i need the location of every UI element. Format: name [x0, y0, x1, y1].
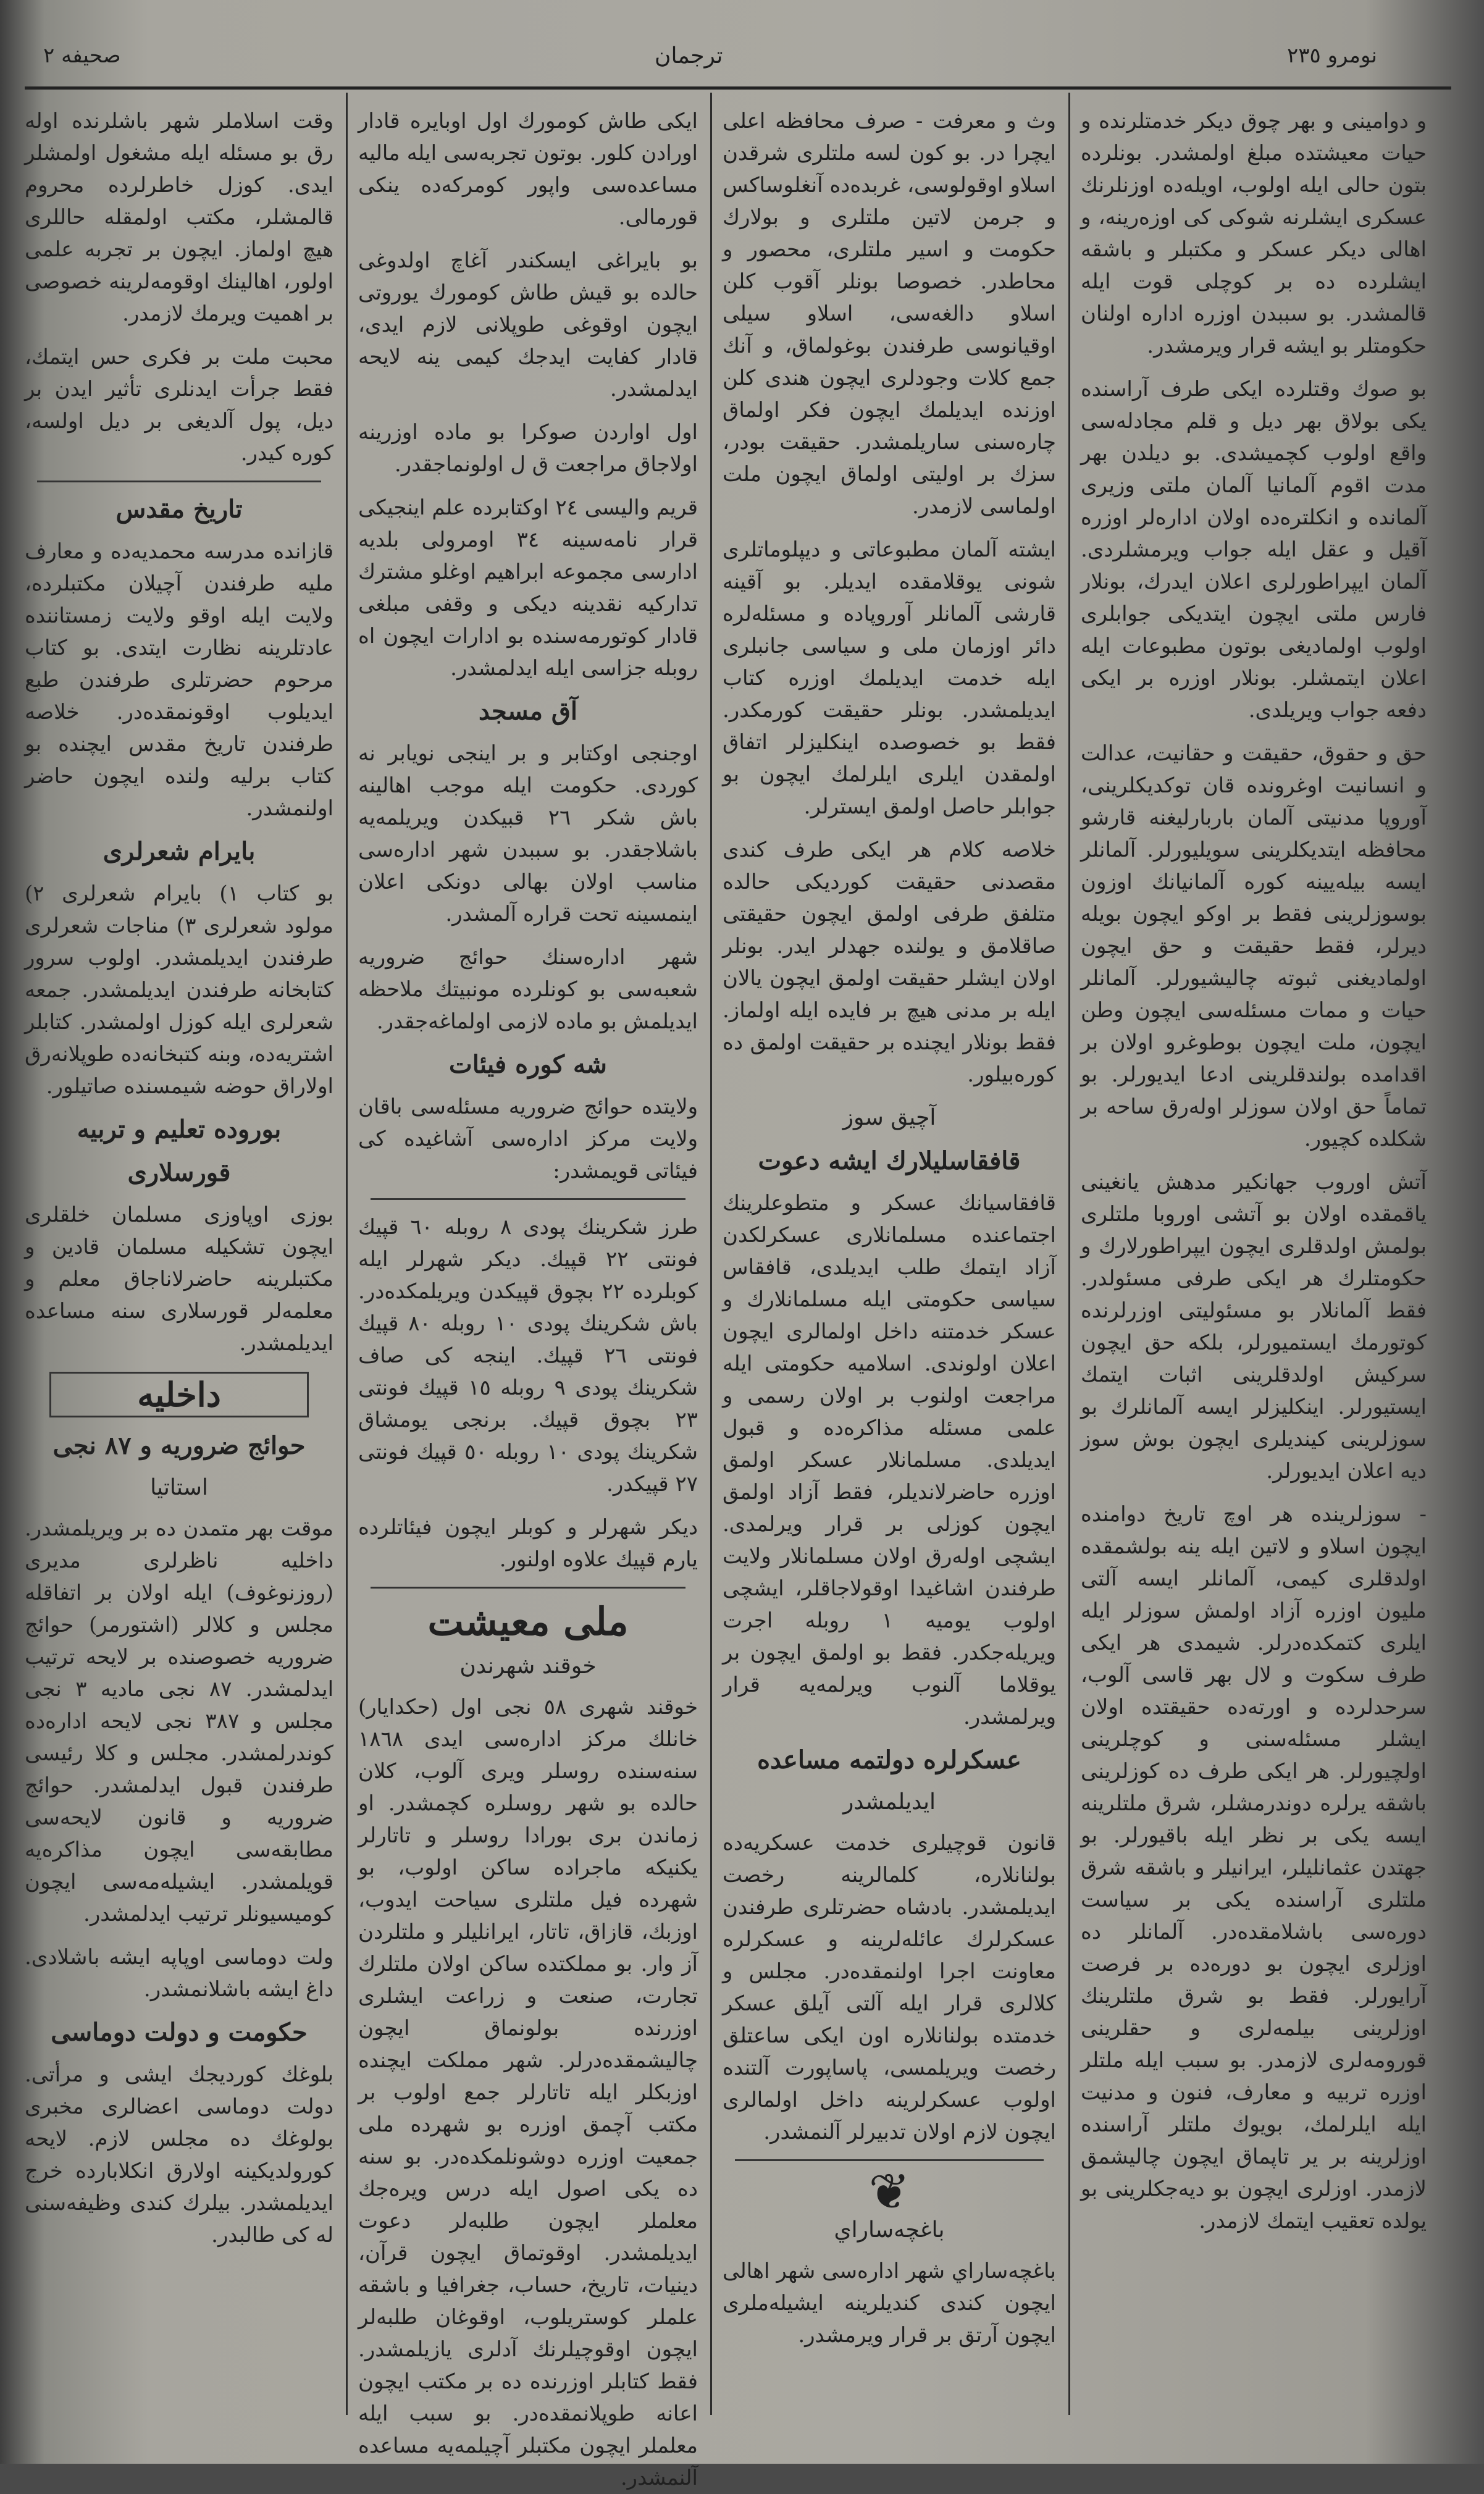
divider [735, 2159, 1044, 2161]
paragraph: بلوغك کوردیجك ایشی و مرأتی. دولت دوماسی اعضالری مخبری بولوغك ده مجلس لازم. لایحه کورولدیکینه اولارق انکلابارده خرج ایدیلمشدر. بیلرك کندی وظیفه‌سنی له کی طالبدر. [25, 2062, 333, 2248]
paragraph: قانون قوچیلری خدمت عسکریه‌ده بولنانلاره، کلمالرینه رخصت ایدیلمشدر. بادشاه حضرتلری طرفندن عسکرلرك عائله‌لرینه و عسکرلره معاونت اجرا اولنمقده‌در. مجلس و کلالری قرار ایله آلتی آیلق عسکر خدمتده بولنانلاره اون ایکی ساعتلق رخصت ویریلمسی، پاساپورت آلتنده اولوب عسکرلرینه داخل اولمالری ایچون لازم اولان تدبیرلر آلنمشدر. [723, 1831, 1056, 2144]
paragraph: - سوزلرینده هر اوچ تاریخ دوامنده ایچون اسلاو و لاتین ایله ینه بولشمقده اولدقلری کیمی، آلمانلر ایسه آلتی ملیون اوزره آزاد اولمش سوزلر ایله ایلری کتمکده‌درلر. شیمدی هر ایکی طرف سکوت و لال بهر قاسی آلوب، سرحدلرده و اورته‌ده حقیقتده اولان ایشلر مسئله‌سنی و کوچلرینی اولچیورلر. هر ایکی طرف ده کوزلرینی باشقه یرلره دوندرمشلر، شرق ملتلرینه ایسه یکی بر نظر ایله باقیورلر. بو جهتدن عثمانلیلر، ایرانیلر و باشقه شرق ملتلری آراسنده یکی بر سیاست دوره‌سی باشلامقده‌در. آلمانلر ده اوزلری ایچون بو دوره‌ده بر فرصت آرایورلر. فقط بو شرق ملتلرینك اوزلرینی بیلمه‌لری و حقلرینی قورومه‌لری لازمدر. بو سبب ایله ملتلر اوزره تربیه و معارف، فنون و مدنیت ایله ایلرلمك، بویوك ملتلر آراسنده اوزلرینه بر یر تاپماق ایچون چالیشمق لازمدر. اوزلری ایچون بو دیه‌جکلرینی بو یولده تعقیب ایتمك لازمدر. [1081, 1502, 1427, 2233]
ornament-icon: ❦ [868, 2163, 910, 2220]
paragraph: آتش اوروب جهانکیر مدهش یانغینی یاقمقده اولان بو آتشی اوروبا ملتلری بولمش اولدقلری ایچون ایپراطورلارك و حکومتلرك هر ایکی طرفی مسئولدر. فقط آلمانلار بو مسئولیتی اوزرلرنده کوتورمك ایستمیورلر، بلکه حق ایچون سرکیش اولدقلرینی اثبات ایتمك ایستیورلر. اینکلیزلر ایسه آلمانلرك بو سوزلرینی کیندیلری ایچون بوش سوز دیه اعلان ایدیورلر. [1081, 1170, 1427, 1484]
column-rule [1068, 93, 1070, 2415]
paragraph: قازانده مدرسه محمدیه‌ده و معارف ملیه طرفندن آچیلان مکتبلرده، ولایت ایله اوقو ولایت زمستاننده عادتلرینه نظارت ایتدی. بو کتاب مرحوم حضرتلری طرفندن طبع ایدیلوب اوقونمقده‌در. خلاصه طرفندن تاریخ مقدس ایچنده بو کتاب برلیه ولنده ایچون حاضر اولنمشدر. [25, 539, 333, 821]
paragraph: بو بایراغی ایسکندر آغاچ اولدوغی حالده بو قیش طاش کومورك یوروتی ایچون اوقوغی طوپلانی لازم ایدی، قادار کفایت ایدجك کیمی ینه لایحه ایدلمشدر. [358, 248, 698, 401]
paragraph: بو کتاب ١) بایرام شعرلری ٢) مولود شعرلری ٣) مناجات شعرلری طرفندن ایدیلمشدر. اولوب سرور کتابخانه طرفندن ایدیلمشدر. جمعه شعرلری ایله کوزل اولمشدر. کتابلر اشتریه‌ده، وبنه کتبخانه‌ده طوپلانه‌رق اولاراق حوضه شیمسنده صاتیلور. [25, 881, 333, 1099]
paragraph: باغچه‌ساراي شهر اداره‌سی شهر اهالی ایچون کندی کندیلرینه ایشیله‌ملری ایچون آرتق بر قرار ویرمشدر. [723, 2259, 1056, 2348]
column-1 [25, 105, 333, 2440]
masthead-rule [25, 86, 1451, 90]
section-heading: آق مسجد [479, 697, 577, 726]
section-heading: حکومت و دولت دوماسی [51, 2018, 308, 2047]
section-heading: تاریخ مقدس [115, 495, 243, 524]
paragraph: شهر اداره‌سنك حوائج ضروریه شعبه‌سی بو کونلرده مونبیتك ملاحظه ایدیلمش بو ماده لازمی اولماغه‌جقدر. [358, 945, 698, 1034]
newspaper-title: ترجمان [655, 43, 723, 69]
paragraph: طرز شکرینك پودی ٨ روبله ٦٠ قپیك فونتی ٢٢ قپیك. دیکر شهرلر ایله کوبلرده ٢٢ بچوق قپیکدن ویریلمکده‌در. باش شکرینك پودی ١٠ روبله ٨٠ قپیك فونتی ٢٦ قپیك. اینجه کی صاف شکرینك پودی ٩ روبله ١٥ قپیك فونتی ٢٣ بچوق قپیك. برنجی یومشاق شکرینك پودی ١٠ روبله ٥٠ قپیك فونتی ٢٧ قپیکدر. [358, 1215, 698, 1497]
section-heading: قافقاسلیلارك ایشه دعوت [758, 1146, 1021, 1175]
paragraph: اوجنجی اوکتابر و بر اینجی نویابر نه کوردی. حکومت ایله موجب اهالینه باش شکر ٢٦ قبیکدن ویریلمه‌یه باشلاجقدر. بو سببدن شهر اداره‌سی مناسب اولان بهالی دونکی اعلان اینمسینه تحت قراره آلمشدر. [358, 741, 698, 926]
paragraph: ایکی طاش کومورك اول اوبایره قادار اورادن کلور. بوتون تجربه‌سی ایله مالیه مساعده‌سی واپور کومرکه‌ده ینکی قورمالی. [358, 109, 698, 230]
column-3 [723, 105, 1056, 2440]
divider [371, 1198, 685, 1200]
paragraph: موقت بهر متمدن ده بر ویریلمشدر. داخلیه ناظرلری مدیری (روزنوغوف) ایله اولان بر اتفاقله مجلس و کلالر (اشتورمر) حوائج ضروریه خصوصنده بر لایحه ترتیب ایدلمشدر. ٨٧ نجی مادیه ٣ نجی مجلس و ٣٨٧ نجی لایحه اداره‌ده کوندرلمشدر. مجلس و کلا رئیسی طرفندن قبول ایدلمشدر. حوائج ضروریه و قانون لایحه‌سی مطابقه‌سی ایچون مذاکره‌یه قویلمشدر. ایشیله‌مه‌سی ایچون کومیسیونلر ترتیب ایدلمشدر. [25, 1516, 334, 1926]
paragraph: حق و حقوق، حقیقت و حقانیت، عدالت و انسانیت اوغرونده قان توکدیکلرینی، آوروپا مدنیتی آلمان باربارلیغنه قارشو محافظه ایتدیکلرینی سویلیورلر. آلمانلر ایسه بیله‌یینه کوره آلمانیانك اوزون بوسوزلرینی فقط بر اوکو ایچون بویله دیرلر، فقط حقیقت و حق ایچون اولمادیغنی ثبوته چالیشیورلر. آلمانلر حیات و ممات مسئله‌سی ایچون وطن ایچون، ملت ایچون بوطوغرو اولان بر اقدامده بولندقلرینی ادعا ایدیورلر. بو تماماً حق اولان سوزلر اوله‌رق ساحه بر شکلده کچیور. [1081, 741, 1427, 1151]
paragraph: محبت ملت بر فکری حس ایتمك، فقط جرأت ایدنلری تأثیر ایدن بر دیل، پول آلدیغی بر دیل اولسه، کوره کیدر. [25, 345, 333, 466]
paragraph: وقت اسلاملر شهر باشلرنده اوله رق بو مسئله ایله مشغول اولمشلر ایدی. کوزل خاطرلرده محروم قالمشلر، مکتب اولمقله حاللری هیچ اولماز. ایچون بر تجربه علمی اولور، اهالینك اوقومه‌لرینه خصوصی بر اهمیت ویرمك لازمدر. [25, 109, 333, 326]
paragraph: بوزی اوپاوزی مسلمان خلقلری ایچون تشکیله مسلمان قادین و مکتبلرینه حاضرلاناجاق معلم و معلمه‌لر قورسلاری سنه مساعده ایدیلمشدر. [25, 1203, 333, 1356]
signature: آچیق سوز [842, 1105, 936, 1130]
section-heading: حوائج ضروریه و ٨٧ نجی [52, 1431, 306, 1460]
paragraph: قریم والیسی ٢٤ اوکتابرده علم اینجیکی قرار نامه‌سینه ٣٤ اومرولی بلدیه ادارسی مجموعه ابراهیم اوغلو مشترك تدارکیه نقدینه دیکی و وقفی مبلغی قادار کوتورمه‌سنده بو ادارات ایچون اه روبله جزاسی ایله ایدلمشدر. [358, 495, 698, 681]
divider [371, 1587, 685, 1589]
paragraph: وث و معرفت - صرف محافظه اعلی ایچرا در. بو کون لسه ملتلری شرقدن اسلاو اوقولوسی، غربده‌ده آنغلوساکس و جرمن لاتین ملتلری و بولارك حکومت و اسیر ملتلری، محصور و محاطدر. خصوصا بونلر آقوب کلن اسلاو دالغه‌سی، اسلاو سیلی اوقیانوسی طرفندن بوغولماق، و آنك جمع کلات وجودلری ایچون هندی کلن اوزنده ایدیلمك ایچون فکر اولماق چاره‌سنی ساریلمشدر. حقیقت بودر، سزك بر اولیتی اولماق ایچون ملت اولماسی لازمدر. [723, 109, 1056, 519]
section-subheading: باغچه‌ساراي [834, 2217, 945, 2243]
section-banner: داخلیه [49, 1372, 309, 1417]
section-heading: بوروده تعلیم و تربیه [77, 1115, 282, 1144]
column-2 [358, 105, 698, 2490]
section-subheading: خوقند شهرندن [459, 1653, 597, 1679]
section-subheading: ایدیلمشدر [842, 1789, 936, 1815]
paragraph: ولت دوماسی اوپاپه ایشه باشلادی. داغ ایشه باشلانمشدر. [25, 1945, 333, 2002]
paragraph: قافقاسیانك عسکر و متطوعلرینك اجتماعنده مسلمانلاری عسکرلکدن آزاد ایتمك طلب ایدیلدی، قافقاس سیاسی حکومتی ایله مسلمانلارك و عسکر خدمتنه داخل اولمالری ایچون اعلان اولوندی. اسلامیه حکومتی ایله مراجعت اولنوب بر اولان رسمی و علمی مسئله مذاکره‌ده و قبول ایدیلدی. مسلمانلار عسکر اولمق اوزره حاضرلاندیلر، فقط آزاد اولمق ایچون کوزلی بر قرار ویرلمدی. ایشچی اوله‌رق اولان مسلمانلار ولایت طرفندن اشاغیدا اوقولاجاقلر، ایشچی اولوب یومیه ١ روبله اجرت ویریله‌جکدر. فقط بو اولمق ایچون بر یوقلاما آلنوب ویرلمه‌یه قرار ویرلمشدر. [723, 1191, 1056, 1729]
masthead [25, 25, 1451, 99]
paragraph: خوقند شهری ٥٨ نجی اول (حکدایار) خانلك مرکز اداره‌سی ایدی ١٨٦٨ سنه‌سنده روسلر ویری آلوب، کلان حالده بو شهر روسلره کچمشدر. او زماندن بری بورادا روسلر و تاتارلر یکنیکه ماجراده ساکن اولوب، بو شهرده فیل ملتلری سیاحت ایدوب، اوزبك، قازاق، تاتار، ایرانلیلر و ملتلردن آز وار. بو مملکتده ساکن اولان ملتلرك تجارت، صنعت و زراعت ایشلری اوزرنده بولونماق ایچون چالیشمقده‌درلر. شهر مملکت ایچنده اوزبکلر ایله تاتارلر جمع اولوب بر مکتب آچمق اوزره بو شهرده ملی جمعیت اوزره دوشونلمکده‌در. بو سنه ده یکی اصول ایله درس ویره‌جك معلملر ایچون طلبه‌لر دعوت ایدیلمشدر. اوقوتماق ایچون قرآن، دینیات، تاریخ، حساب، جغرافیا و باشقه علملر کوستریلوب، اوقوغان طلبه‌لر ایچون اوقوچیلرنك آدلری یازیلمشدر. فقط کتابلر اوزرنده ده بر مکتب ایچون اعانه طوپلانمقده‌در. بو سبب ایله معلملر ایچون مکتبلر آچیلمه‌یه مساعده آلنمشدر. [358, 1695, 698, 2490]
section-subheading: استاتیا [150, 1475, 208, 1500]
issue-number: نومرو ٢٣٥ [1286, 43, 1377, 68]
paragraph: دیکر شهرلر و کوبلر ایچون فیئاتلرده یارم قپیك علاوه اولنور. [358, 1515, 698, 1572]
column-rule [710, 93, 712, 2415]
column-4 [1081, 105, 1427, 2440]
paragraph: اول اواردن صوکرا بو ماده اوزرینه اولاجاق مراجعت ق ل اولونماجقدر. [358, 420, 698, 477]
section-heading: شه کوره فیئات [449, 1050, 607, 1079]
divider [37, 481, 321, 482]
paragraph: بو صوك وقتلرده ایکی طرف آراسنده یکی بولاق بهر دیل و قلم مجادله‌سی واقع اولوب کچمیشدی. بو دیلدن بهر مدت اقوم آلمانیا آلمان ملتی وزیری آلمانده و انکلتره‌ده اولان اداره‌لر اوزره آقیل و عقل ایله جواب ویرمشلردی. آلمان ایپراطورلری اعلان ایدرك، بونلار فارس ملتی ایچون ایتدیکی جوابلری اولوب اولمادیغی بوتون مطبوعات ایله اعلان ایتمشلر. بونلار اوزره بر ایکی دفعه جواب ویریلدی. [1081, 377, 1427, 723]
section-heading: قورسلاری [127, 1158, 231, 1187]
section-heading: عسکرلره دولتمه مساعده [757, 1745, 1021, 1774]
section-title: ملی معیشت [427, 1599, 629, 1644]
paragraph: خلاصه کلام هر ایکی طرف کندی مقصدنی حقیقت کوردیکی حالده متلفق طرفی اولمق ایچون حقیقتی صاقلامق و یولنده جهدلر ایدر. بونلر اولان ایشلر حقیقت اولمق ایچون یالان ایله بر مدنی هیچ بر فایده ایله اولماز. فقط بونلار ایچنده بر حقیقت اولمق ده کوره‌بیلور. [723, 838, 1056, 1087]
section-heading: بایرام شعرلری [103, 837, 256, 866]
page-number: صحیفه ٢ [43, 43, 121, 68]
column-rule [346, 93, 348, 2415]
paragraph: و دوامینی و بهر چوق دیکر خدمتلرنده و حیات معیشتده مبلغ اولمشدر. بونلرده بتون حالی ایله اولوب، اویله‌ده اوزنلرنك عسکری ایشلرنه شوکی کی اوزه‌رینه، و اهالی دیکر عسکر و مکتبلر و باشقه ایشلرده ده بر کوچلی قوت ایله قالمشدر. بو سببدن اوزره اداره اولنان حکومتلر بو ایشه قرار ویرمشدر. [1081, 109, 1427, 358]
paragraph: ولایتده حوائج ضروریه مسئله‌سی باقان ولایت مرکز اداره‌سی آشاغیده کی فیئاتی قویمشدر: [358, 1094, 698, 1183]
paragraph: ایشته آلمان مطبوعاتی و دیپلوماتلری شونی یوقلامقده ایدیلر. بو آقینه قارشی آلمانلر آوروپاده و مسئله‌لره دائر اوزمان ملی و سیاسی جانبلری ایله خدمت ایدیلمك اوزره کتاب ایدیلمشدر. بونلر حقیقت کورمکدر. فقط بو خصوصده اینکلیزلر اتفاق اولمقدن ایلری ایلرلمك ایچون بو جوابلر حاصل اولمق ایسترلر. [723, 537, 1056, 819]
